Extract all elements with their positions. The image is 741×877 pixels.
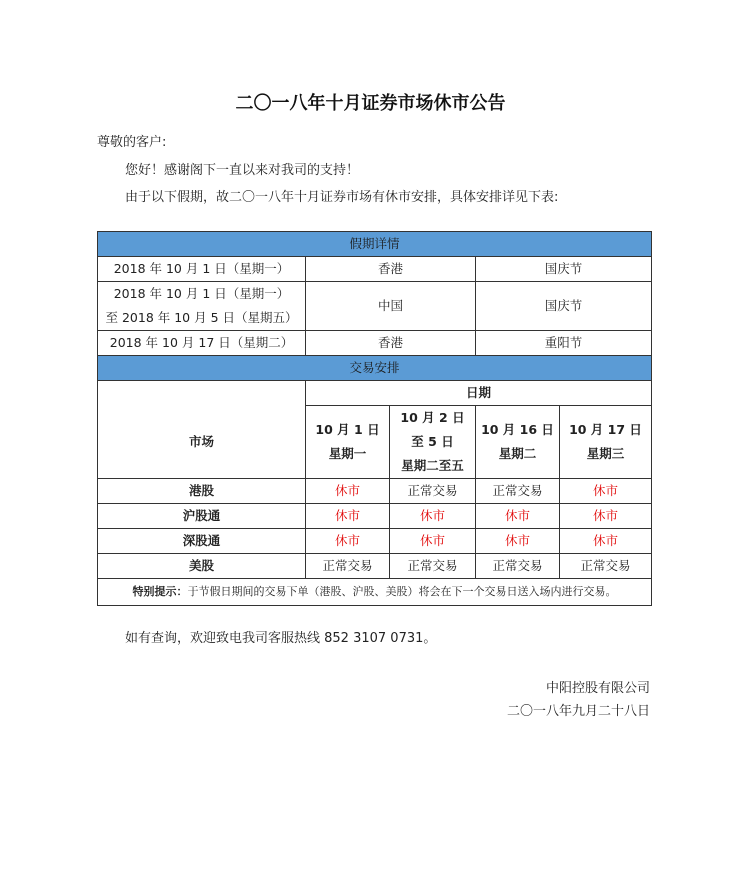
date-header-oct17: 10 月 17 日 星期三 xyxy=(560,406,652,479)
table-row xyxy=(98,529,652,554)
status-cell: 休市 xyxy=(476,504,560,529)
status-cell: 正常交易 xyxy=(390,479,476,504)
holiday-festival: 国庆节 xyxy=(476,282,652,331)
greeting: 尊敬的客户: xyxy=(97,135,167,150)
status-cell: 休市 xyxy=(306,479,390,504)
holiday-place: 中国 xyxy=(306,282,476,331)
holiday-schedule-table xyxy=(97,231,652,606)
status-cell: 休市 xyxy=(560,479,652,504)
status-cell: 休市 xyxy=(390,529,476,554)
holiday-details-header: 假期详情 xyxy=(98,232,652,257)
trading-arrangement-header: 交易安排 xyxy=(98,356,652,381)
holiday-festival: 重阳节 xyxy=(476,331,652,356)
holiday-place: 香港 xyxy=(306,331,476,356)
status-cell: 休市 xyxy=(306,504,390,529)
status-cell: 正常交易 xyxy=(390,554,476,579)
holiday-festival: 国庆节 xyxy=(476,257,652,282)
arrangement-paragraph: 由于以下假期，故二〇一八年十月证券市场有休市安排，具体安排详见下表: xyxy=(125,190,559,205)
status-cell: 正常交易 xyxy=(306,554,390,579)
special-note xyxy=(98,579,652,606)
holiday-date: 2018 年 10 月 1 日（星期一） xyxy=(98,257,306,282)
contact-line: 如有查询，欢迎致电我司客服热线 852 3107 0731。 xyxy=(125,631,437,646)
special-note-text: 于节假日期间的交易下单（港股、沪股、美股）将会在下一个交易日送入场内进行交易。 xyxy=(187,585,617,598)
table-row xyxy=(98,479,652,504)
market-name: 港股 xyxy=(98,479,306,504)
holiday-date: 2018 年 10 月 17 日（星期二） xyxy=(98,331,306,356)
status-cell: 正常交易 xyxy=(476,479,560,504)
market-name: 美股 xyxy=(98,554,306,579)
holiday-date-start: 2018 年 10 月 1 日（星期一） xyxy=(113,286,290,301)
date-column-header: 日期 xyxy=(306,381,652,406)
issue-date: 二〇一八年九月二十八日 xyxy=(506,704,650,719)
holiday-row xyxy=(98,257,652,282)
market-name: 沪股通 xyxy=(98,504,306,529)
market-column-header xyxy=(98,381,306,479)
status-cell: 正常交易 xyxy=(476,554,560,579)
status-cell: 休市 xyxy=(476,529,560,554)
market-name: 深股通 xyxy=(98,529,306,554)
intro-paragraph: 您好！感谢阁下一直以来对我司的支持！ xyxy=(125,163,360,178)
status-cell: 休市 xyxy=(390,504,476,529)
date-header-oct1: 10 月 1 日 星期一 xyxy=(306,406,390,479)
special-note-label: 特别提示： xyxy=(132,585,188,598)
status-cell: 正常交易 xyxy=(560,554,652,579)
status-cell: 休市 xyxy=(306,529,390,554)
holiday-row xyxy=(98,331,652,356)
holiday-date xyxy=(98,282,306,331)
status-cell: 休市 xyxy=(560,504,652,529)
holiday-row xyxy=(98,282,652,331)
holiday-place: 香港 xyxy=(306,257,476,282)
date-header-oct2-5: 10 月 2 日 至 5 日 星期二至五 xyxy=(390,406,476,479)
company-name: 中阳控股有限公司 xyxy=(545,681,650,696)
table-row xyxy=(98,554,652,579)
holiday-date-end: 至 2018 年 10 月 5 日（星期五） xyxy=(105,310,298,325)
status-cell: 休市 xyxy=(560,529,652,554)
table-row xyxy=(98,504,652,529)
page-title: 二〇一八年十月证券市场休市公告 xyxy=(235,93,506,114)
date-header-oct16: 10 月 16 日 星期二 xyxy=(476,406,560,479)
market-label: 市场 xyxy=(188,433,214,449)
